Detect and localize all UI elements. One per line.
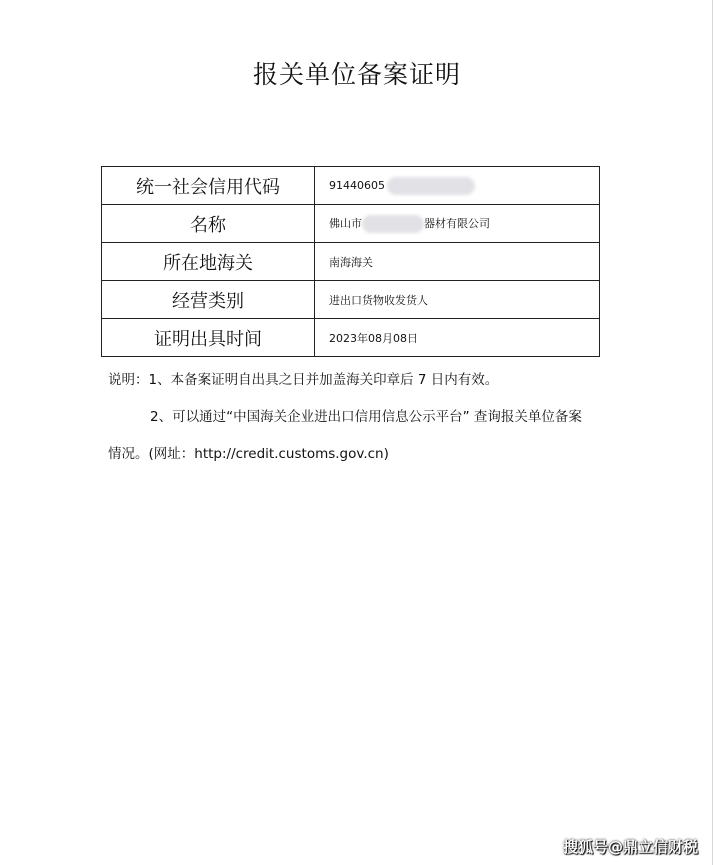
- note-line-2: 2、可以通过“中国海关企业进出口信用信息公示平台” 查询报关单位备案: [150, 409, 582, 425]
- name-suffix: 器材有限公司: [424, 216, 490, 230]
- watermark: 搜狐号@鼎立信财税: [562, 838, 698, 856]
- label-business-type: 经营类别: [102, 281, 315, 319]
- page-title: 报关单位备案证明: [252, 60, 461, 89]
- label-customs: 所在地海关: [102, 243, 315, 281]
- name-prefix: 佛山市: [329, 216, 362, 230]
- note-line-3: 情况。(网址：http://credit.customs.gov.cn): [108, 446, 389, 462]
- table-row: [102, 281, 600, 319]
- registration-table: [101, 166, 600, 357]
- redaction-blur: [387, 177, 475, 195]
- value-name: [315, 205, 600, 243]
- page-border: [712, 0, 713, 865]
- value-credit-code: [315, 167, 600, 205]
- value-customs: 南海海关: [315, 243, 600, 281]
- redaction-blur: [362, 215, 424, 233]
- label-name: 名称: [102, 205, 315, 243]
- table-row: [102, 319, 600, 357]
- table-row: [102, 243, 600, 281]
- label-credit-code: 统一社会信用代码: [102, 167, 315, 205]
- table-row: [102, 205, 600, 243]
- note-line-1: 说明：1、本备案证明自出具之日并加盖海关印章后 7 日内有效。: [108, 372, 499, 388]
- table-row: [102, 167, 600, 205]
- value-business-type: 进出口货物收发货人: [315, 281, 600, 319]
- value-issue-date: 2023年08月08日: [315, 319, 600, 357]
- label-issue-date: 证明出具时间: [102, 319, 315, 357]
- credit-code-text: 91440605: [329, 178, 385, 192]
